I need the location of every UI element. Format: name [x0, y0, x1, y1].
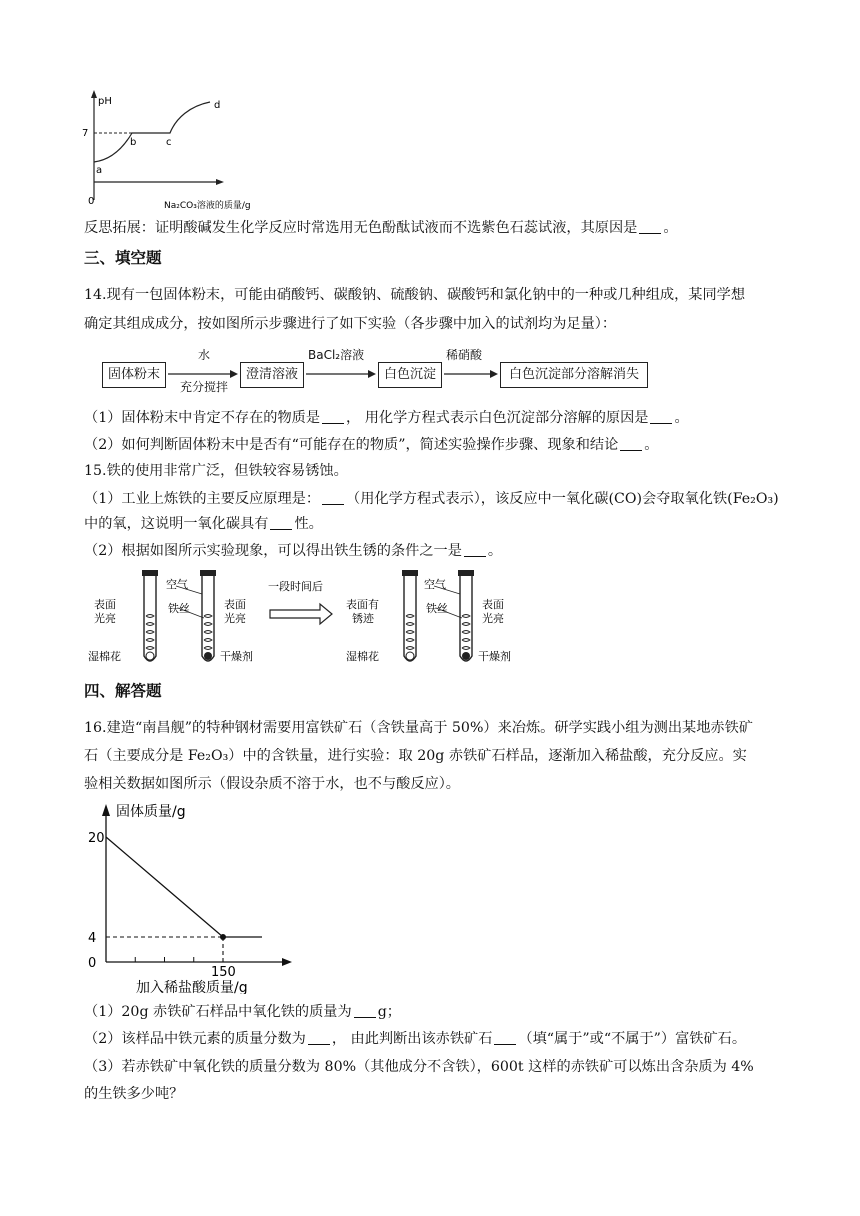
ph-point-b: b: [130, 137, 137, 148]
x-axis-label: 加入稀盐酸质量/g: [136, 980, 248, 994]
flow-label-nitric: 稀硝酸: [446, 348, 483, 362]
ph-x-label: Na₂CO₃溶液的质量/g: [164, 201, 251, 210]
q14-sub2: （2）如何判断固体粉末中是否有“可能存在的物质”，简述实验操作步骤、现象和结论 。: [84, 437, 659, 453]
tube-after-dry: [458, 570, 474, 661]
q16-sub3-line2: 的生铁多少吨？: [84, 1086, 184, 1102]
flow-box-solution: 澄清溶液: [240, 362, 304, 388]
rust-experiment-figure: [84, 566, 524, 670]
q16-line1: 16.建造“南昌舰”的特种钢材需要用富铁矿石（含铁量高于 50%）来冶炼。研学实践小组为测出某地赤铁矿: [84, 720, 753, 736]
label-left-after-2: 锈迹: [352, 612, 374, 625]
label-air-after: 空气: [424, 578, 446, 591]
x-axis-arrow: [282, 958, 292, 966]
label-cotton-before: 湿棉花: [88, 650, 121, 663]
tube-before-wet: [142, 570, 158, 661]
label-desiccant-before: 干燥剂: [220, 650, 253, 663]
ph-point-c: c: [166, 137, 172, 148]
q15-sub1: （1）工业上炼铁的主要反应原理是： （用化学方程式表示），该反应中一氧化碳(CO)会夺取氧化铁(Fe₂O₃): [84, 491, 779, 507]
ph-graph: [80, 88, 280, 210]
q15-line1: 15.铁的使用非常广泛，但铁较容易锈蚀。: [84, 463, 348, 479]
series-line: [106, 837, 262, 937]
flow-label-water: 水: [198, 348, 211, 362]
tube-after-wet: [402, 570, 418, 661]
answer-blank: [322, 490, 344, 505]
flow-box-precipitate: 白色沉淀: [378, 362, 442, 388]
ph-point-d: d: [214, 100, 221, 111]
label-right-after-2: 光亮: [482, 612, 504, 625]
label-left-before-2: 光亮: [94, 612, 116, 625]
turning-point: [220, 934, 226, 940]
y-tick-label: 20: [88, 831, 105, 846]
answer-blank: [650, 409, 672, 424]
y-tick-label: 4: [88, 931, 97, 946]
flow-box-powder: 固体粉末: [102, 362, 166, 388]
time-arrow: [270, 604, 332, 624]
answer-blank: [494, 1030, 516, 1045]
flow-arrow-2: [304, 360, 378, 390]
q14-sub1: （1）固体粉末中肯定不存在的物质是 ， 用化学方程式表示白色沉淀部分溶解的原因是 。: [84, 410, 689, 426]
answer-blank: [322, 409, 344, 424]
y-tick-label: 0: [88, 956, 97, 971]
label-desiccant-after: 干燥剂: [478, 650, 511, 663]
flow-label-stir: 充分搅拌: [180, 380, 229, 394]
q14-line1: 14.现有一包固体粉末，可能由硝酸钙、碳酸钠、硫酸钠、碳酸钙和氯化钠中的一种或几种组成，某同学想: [84, 287, 746, 303]
answer-blank: [639, 219, 661, 234]
label-air-before: 空气: [166, 578, 188, 591]
q16-sub1: （1）20g 赤铁矿石样品中氧化铁的质量为 g；: [84, 1004, 401, 1020]
label-after-time: 一段时间后: [268, 580, 323, 593]
ph-origin: 0: [88, 196, 95, 207]
y-axis-label: 固体质量/g: [116, 804, 186, 820]
flow-arrow-3: [442, 360, 500, 390]
answer-blank: [270, 515, 292, 530]
mass-chart: [80, 798, 300, 994]
label-right-before-1: 表面: [224, 598, 246, 611]
tube-before-dry: [200, 570, 216, 661]
label-left-before-1: 表面: [94, 598, 116, 611]
label-right-after-1: 表面: [482, 598, 504, 611]
ph-y-tick: 7: [82, 128, 89, 139]
y-axis-arrow: [102, 804, 110, 816]
ph-point-a: a: [96, 165, 103, 176]
q16-sub2: （2）该样品中铁元素的质量分数为 ， 由此判断出该赤铁矿石 （填“属于”或“不属于”）富铁矿石。: [84, 1031, 747, 1047]
x-tick-label: 150: [211, 965, 236, 980]
label-left-after-1: 表面有: [346, 598, 379, 611]
answer-blank: [354, 1003, 376, 1018]
label-right-before-2: 光亮: [224, 612, 246, 625]
answer-blank: [464, 542, 486, 557]
answer-blank: [308, 1030, 330, 1045]
flow-box-result: 白色沉淀部分溶解消失: [500, 362, 648, 388]
label-wire-before: 铁丝: [168, 602, 190, 615]
reflection-line: 反思拓展：证明酸碱发生化学反应时常选用无色酚酞试液而不选紫色石蕊试液，其原因是 。: [84, 220, 678, 236]
section4-title: 四、解答题: [84, 682, 162, 700]
section3-title: 三、填空题: [84, 249, 162, 267]
label-wire-after: 铁丝: [426, 602, 448, 615]
q15-sub2: （2）根据如图所示实验现象，可以得出铁生锈的条件之一是 。: [84, 543, 503, 559]
label-cotton-after: 湿棉花: [346, 650, 379, 663]
q15-sub1-cont: 中的氧，这说明一氧化碳具有 性。: [84, 516, 323, 532]
reflection-text: 反思拓展：证明酸碱发生化学反应时常选用无色酚酞试液而不选紫色石蕊试液，其原因是: [84, 220, 638, 236]
flow-label-bacl2: BaCl₂溶液: [308, 348, 365, 362]
q16-sub3-line1: （3）若赤铁矿中氧化铁的质量分数为 80%（其他成分不含铁），600t 这样的赤铁矿可以炼出含杂质为 4%: [84, 1059, 754, 1075]
q16-line3: 验相关数据如图所示（假设杂质不溶于水，也不与酸反应）。: [84, 776, 460, 792]
ph-y-label: pH: [98, 96, 112, 107]
q16-line2: 石（主要成分是 Fe₂O₃）中的含铁量，进行实验：取 20g 赤铁矿石样品，逐渐加入稀盐酸，充分反应。实: [84, 748, 747, 764]
answer-blank: [620, 436, 642, 451]
q14-line2: 确定其组成成分，按如图所示步骤进行了如下实验（各步骤中加入的试剂均为足量）：: [84, 316, 617, 332]
